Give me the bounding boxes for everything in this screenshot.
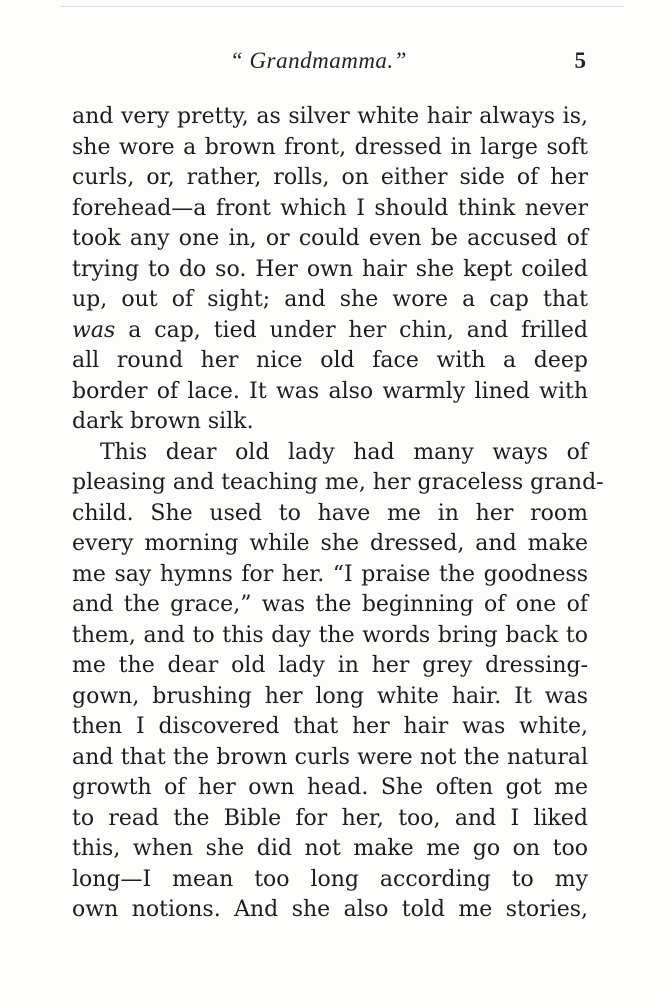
text-line: them, and to this day the words bring back to xyxy=(72,622,588,648)
text-line: and the grace,” was the beginning of one of xyxy=(72,592,588,617)
text-line: forehead—a front which I should think never xyxy=(72,195,588,221)
page-number: 5 xyxy=(574,48,586,73)
text-line: and very pretty, as silver white hair always is, xyxy=(72,104,588,129)
text-line: all round her nice old face with a deep xyxy=(72,348,588,373)
text-line: trying to do so. Her own hair she kept coiled xyxy=(72,256,588,282)
paragraph-2 xyxy=(72,438,604,926)
text-line: pleasing and teaching me, her graceless grand- xyxy=(72,470,604,495)
text-line: growth of her own head. She often got me xyxy=(72,775,588,800)
emphasized-word: was xyxy=(72,317,116,343)
text-line: long—I mean too long according to my xyxy=(72,866,588,892)
running-title: “ Grandmamma.” xyxy=(230,48,407,73)
text-line: this, when she did not make me go on too xyxy=(72,836,588,861)
text-line: to read the Bible for her, too, and I liked xyxy=(72,805,588,831)
text-line: me say hymns for her. “I praise the goodness xyxy=(72,561,588,587)
page-edge-line xyxy=(60,6,624,7)
text-line: own notions. And she also told me stories, xyxy=(72,897,588,922)
text-line: This dear old lady had many ways of xyxy=(100,439,588,465)
text-line: dark brown silk. xyxy=(72,409,254,434)
text-line: then I discovered that her hair was white, xyxy=(72,714,588,739)
text-line: she wore a brown front, dressed in large soft xyxy=(72,134,588,160)
text-line: took any one in, or could even be accused of xyxy=(72,226,588,251)
paragraph-1 xyxy=(72,102,588,438)
text-line: curls, or, rather, rolls, on either side of her xyxy=(72,165,588,190)
text-line: and that the brown curls were not the natural xyxy=(72,744,588,770)
text-line: up, out of sight; and she wore a cap that xyxy=(72,287,588,312)
text-line: border of lace. It was also warmly lined with xyxy=(72,378,588,404)
text-line: me the dear old lady in her grey dressing- xyxy=(72,653,588,678)
body-text xyxy=(72,102,604,926)
running-header xyxy=(0,48,664,80)
text-line: child. She used to have me in her room xyxy=(72,500,588,526)
text-line: every morning while she dressed, and make xyxy=(72,531,588,556)
text-line: gown, brushing her long white hair. It was xyxy=(72,683,588,709)
text-line: was a cap, tied under her chin, and frilled xyxy=(72,317,588,343)
